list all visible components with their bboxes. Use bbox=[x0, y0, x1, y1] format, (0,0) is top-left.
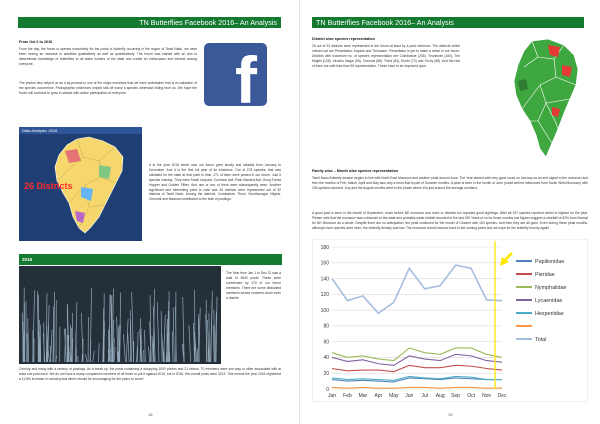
y-tick-label: 80 bbox=[323, 323, 329, 330]
monthly-species-chart bbox=[312, 239, 588, 402]
intro-paragraph: From the day, the forum is opened exclusively for the posts of butterfly occurring in the region of Tamil Nadu, we have been seeing an increase in activities qualitatively as well as quantitatively. The forum was started with an aim to disseminate knowledge of butterflies to all stake holders of the state and create an enthusiasm and interest among everyone. bbox=[19, 47, 197, 66]
legend-label: Pieridae bbox=[535, 272, 555, 278]
x-tick-label: Jun bbox=[405, 393, 414, 399]
legend-label: Lycaenidae bbox=[535, 298, 563, 304]
y-tick-label: 180 bbox=[320, 244, 329, 251]
y-tick-label: 40 bbox=[323, 355, 329, 362]
legend-label: Total bbox=[535, 337, 547, 343]
y-tick-label: 0 bbox=[326, 386, 329, 393]
x-tick-label: Jul bbox=[421, 393, 428, 399]
right-page-banner: TN Butterflies Facebook 2016– An Analysis bbox=[312, 17, 584, 28]
year-2016-box: 2016 bbox=[19, 254, 282, 265]
family-paragraph-1: Tamil Nadu Butterfly season begins in line with North East Monsoon and another peak around June. The Year started with very good count on January as an end signal to the monsoon and then the months of Feb, March, April and May saw only a trend that is part of Summer months. A peak is seen in the month of June (could well be influenced from South West Monsoon) with 153 species reported. July and the August months went to the phase where it is just around the average numbers. bbox=[312, 176, 588, 190]
y-tick-label: 100 bbox=[320, 307, 329, 314]
y-tick-label: 20 bbox=[323, 371, 329, 378]
page-number-right: 19 bbox=[448, 412, 453, 417]
tamil-nadu-map-panel bbox=[19, 127, 142, 241]
x-tick-label: Aug bbox=[435, 393, 445, 399]
x-tick-label: May bbox=[389, 393, 399, 399]
district-section-title: District wise species representation bbox=[312, 37, 375, 41]
section-title: From Oct 2 to 2016 bbox=[19, 40, 53, 44]
x-tick-label: Jan bbox=[327, 393, 337, 399]
left-page-banner: TN Butterflies Facebook 2016– An Analysis bbox=[18, 17, 281, 28]
district-paragraph: 26 out of 32 districts were represented in the forum at least by a post minimum. The districts which missed out are Perambalur, Ariyalur and Thiruvarur. Perambalur is yet to make a debut in our forum. Districts with maximum no. of species representation are Coimbatore (208), Tirunelveli (180), The Nilgiris (128), Virudhu Nagar (96), Chennai (88), Theni (84), Erode (72) and Trichy (68). And the rest of them are with less than 50 representation. These have to be improved upon. bbox=[312, 44, 460, 68]
second-paragraph: The photos also helped us as a by-product in one of the major exercises that we have undertaken that is re-validation of the species occurrence. Photographic evidences helped talk off many a species otherwise hiding from us. We hope the forum will continue to grow in stature with active participation of everyone. bbox=[19, 81, 197, 95]
district-count-label: 26 Districts bbox=[24, 181, 73, 191]
facebook-logo-icon: f bbox=[204, 43, 267, 106]
family-paragraph-2: A good post is seen in the month of September, much before NE monsoon and more or districts too reported good sightings. After all 157 species reported which is highest for the year. Please note that the monsoon was a disorder to the state and probably weak rainfall recorded in the last 150 Years or so for those months lost figures suggest a shortfall of 62% from Normal for NE Monsoon as a whole. Despite there are no anticipation, the peak continued for the month of October with 153 species. And then they are all gone. Even during these peak months, although more species were seen, the butterfly density was low. The monsoon should bounce back in the coming years and we hope for the butterfly bounty again! bbox=[312, 211, 588, 230]
y-tick-label: 140 bbox=[320, 276, 329, 283]
district-map-image bbox=[508, 37, 588, 164]
y-tick-label: 160 bbox=[320, 260, 329, 267]
year-2016-paragraph: It is the year 2016 which saw our forum grew slowly and steadily from January to December. And it is the first full year of its existence. Out of 278 species, that was validated for the state at that point in time, 271 of them were posted in our forum. Just 5 species missing. They were Small Leopard, Common Awl, Plain Banded Awl, Gong Forest Hopper and Golden Flitter. And one or two of them were subsequently seen. Another significant and interesting point to note was 26 districts were represented out of 32 districts of Tamil Nadu. Among the districts, Coimbatore, Theni, Virudhunagar, Nilgiris, Chennai and Madurai contributed to the bulk of postings. bbox=[149, 163, 281, 202]
x-tick-label: Apr bbox=[374, 393, 383, 399]
map-caption: Data Analysis: 2016 bbox=[22, 128, 58, 134]
page-number-left: 18 bbox=[148, 412, 153, 417]
legend-label: Papilionidae bbox=[535, 259, 565, 265]
word-cloud-image bbox=[19, 266, 221, 364]
family-section-title: Family wise – Month wise species representation bbox=[312, 169, 399, 173]
x-tick-label: Oct bbox=[467, 393, 475, 399]
x-tick-label: Mar bbox=[358, 393, 368, 399]
legend-label: Hesperiidae bbox=[535, 311, 564, 317]
posts-count-paragraph: The Year from Jan 1 to Dec 31 saw a total of 3840 posts. These were contributed by 170 of our forum members. There are some dedicated members whose numbers touch even a double bbox=[226, 271, 281, 300]
y-tick-label: 120 bbox=[320, 292, 329, 299]
x-tick-label: Nov bbox=[482, 393, 491, 399]
x-tick-label: Dec bbox=[497, 393, 507, 399]
y-tick-label: 60 bbox=[323, 339, 329, 346]
century-paragraph: Century and many with a century of postings. As a break up, the posts containing a whopping 1000 photos and 21 videos. 70 members were one way or other associated with at least one post each. We do not have a ready comparison numbers of all these to put it against 2015, but in 2016, the overall posts were 3213. This means the year 2016 registered a 11.8% increase in overall posts which should be encouraging for the years to come! bbox=[19, 367, 281, 381]
right-page bbox=[300, 0, 600, 424]
x-tick-label: Sep bbox=[451, 393, 461, 399]
x-tick-label: Feb bbox=[343, 393, 352, 399]
legend-label: Nymphalidae bbox=[535, 285, 567, 291]
